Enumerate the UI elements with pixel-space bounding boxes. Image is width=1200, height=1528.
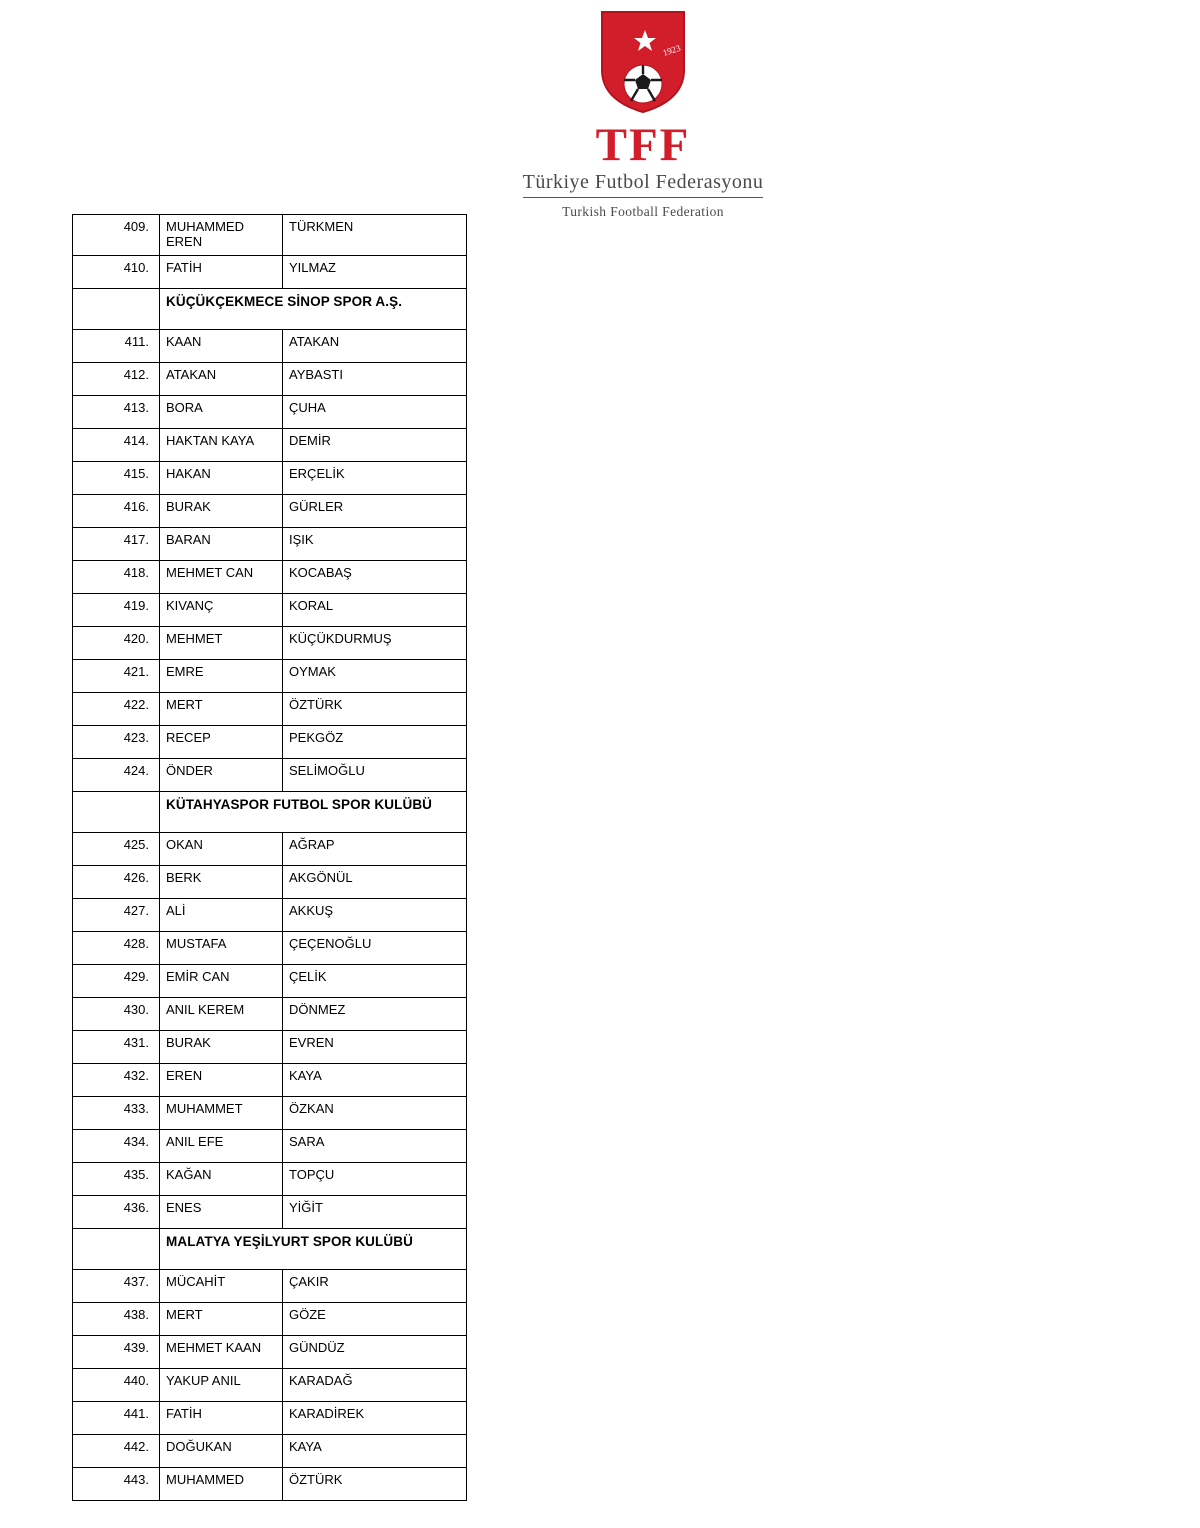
player-first-name: FATİH (160, 255, 283, 288)
player-last-name: ATAKAN (283, 329, 467, 362)
player-first-name: EMRE (160, 659, 283, 692)
table-row (73, 626, 467, 659)
player-first-name: ALİ (160, 898, 283, 931)
table-row (73, 1063, 467, 1096)
table-row (73, 1368, 467, 1401)
player-first-name: KAAN (160, 329, 283, 362)
player-first-name: ÖNDER (160, 758, 283, 791)
player-first-name: YAKUP ANIL (160, 1368, 283, 1401)
row-number: 413. (73, 395, 160, 428)
table-row (73, 1129, 467, 1162)
player-first-name: BORA (160, 395, 283, 428)
row-number: 428. (73, 931, 160, 964)
table-row (73, 865, 467, 898)
table-row (73, 461, 467, 494)
row-number: 411. (73, 329, 160, 362)
table-row (73, 593, 467, 626)
row-number: 435. (73, 1162, 160, 1195)
player-last-name: KARADAĞ (283, 1368, 467, 1401)
club-row-number-cell (73, 288, 160, 329)
player-last-name: TOPÇU (283, 1162, 467, 1195)
player-first-name: MUHAMMED EREN (160, 215, 283, 256)
player-first-name: MEHMET CAN (160, 560, 283, 593)
player-last-name: AYBASTI (283, 362, 467, 395)
row-number: 426. (73, 865, 160, 898)
player-last-name: AKGÖNÜL (283, 865, 467, 898)
row-number: 412. (73, 362, 160, 395)
row-number: 429. (73, 964, 160, 997)
player-first-name: RECEP (160, 725, 283, 758)
club-header-row (73, 1228, 467, 1269)
row-number: 419. (73, 593, 160, 626)
table-row (73, 931, 467, 964)
table-row (73, 362, 467, 395)
player-first-name: EMİR CAN (160, 964, 283, 997)
table-row (73, 1162, 467, 1195)
club-row-number-cell (73, 1228, 160, 1269)
federation-name-en: Turkish Football Federation (562, 204, 724, 219)
club-header-row (73, 791, 467, 832)
player-first-name: MUHAMMET (160, 1096, 283, 1129)
player-first-name: HAKAN (160, 461, 283, 494)
player-first-name: MEHMET KAAN (160, 1335, 283, 1368)
table-row (73, 428, 467, 461)
row-number: 424. (73, 758, 160, 791)
player-last-name: DÖNMEZ (283, 997, 467, 1030)
club-header-row (73, 288, 467, 329)
row-number: 432. (73, 1063, 160, 1096)
player-last-name: KOCABAŞ (283, 560, 467, 593)
player-first-name: ANIL EFE (160, 1129, 283, 1162)
row-number: 425. (73, 832, 160, 865)
player-last-name: GÖZE (283, 1302, 467, 1335)
player-first-name: ANIL KEREM (160, 997, 283, 1030)
player-first-name: MERT (160, 692, 283, 725)
club-row-number-cell (73, 791, 160, 832)
row-number: 410. (73, 255, 160, 288)
row-number: 418. (73, 560, 160, 593)
table-row (73, 659, 467, 692)
player-first-name: HAKTAN KAYA (160, 428, 283, 461)
player-last-name: KAYA (283, 1434, 467, 1467)
player-last-name: ÇAKIR (283, 1269, 467, 1302)
player-list-table (72, 214, 467, 1501)
row-number: 414. (73, 428, 160, 461)
row-number: 431. (73, 1030, 160, 1063)
table-row (73, 527, 467, 560)
row-number: 443. (73, 1467, 160, 1500)
club-name-cell: KÜTAHYASPOR FUTBOL SPOR KULÜBÜ (160, 791, 467, 832)
player-last-name: IŞIK (283, 527, 467, 560)
tff-crest-icon (598, 8, 688, 116)
table-row (73, 1434, 467, 1467)
player-first-name: MEHMET (160, 626, 283, 659)
player-last-name: SELİMOĞLU (283, 758, 467, 791)
table-row (73, 215, 467, 256)
table-row (73, 692, 467, 725)
table-row (73, 1335, 467, 1368)
row-number: 416. (73, 494, 160, 527)
player-last-name: ÇUHA (283, 395, 467, 428)
table-row (73, 395, 467, 428)
player-last-name: GÜRLER (283, 494, 467, 527)
row-number: 436. (73, 1195, 160, 1228)
player-last-name: ÖZTÜRK (283, 1467, 467, 1500)
tff-acronym: TFF (595, 119, 691, 171)
table-row (73, 997, 467, 1030)
player-last-name: EVREN (283, 1030, 467, 1063)
table-row (73, 758, 467, 791)
table-row (73, 964, 467, 997)
table-row (73, 1269, 467, 1302)
row-number: 409. (73, 215, 160, 256)
row-number: 415. (73, 461, 160, 494)
svg-text:1923: 1923 (661, 42, 682, 58)
player-last-name: GÜNDÜZ (283, 1335, 467, 1368)
table-row (73, 832, 467, 865)
row-number: 420. (73, 626, 160, 659)
table-row (73, 560, 467, 593)
player-first-name: DOĞUKAN (160, 1434, 283, 1467)
table-row (73, 1302, 467, 1335)
table-row (73, 329, 467, 362)
player-first-name: MÜCAHİT (160, 1269, 283, 1302)
table-row (73, 1195, 467, 1228)
player-last-name: KORAL (283, 593, 467, 626)
row-number: 433. (73, 1096, 160, 1129)
row-number: 439. (73, 1335, 160, 1368)
federation-logo-block (508, 8, 778, 220)
player-last-name: DEMİR (283, 428, 467, 461)
player-first-name: ENES (160, 1195, 283, 1228)
row-number: 434. (73, 1129, 160, 1162)
player-last-name: YİĞİT (283, 1195, 467, 1228)
player-last-name: SARA (283, 1129, 467, 1162)
player-first-name: EREN (160, 1063, 283, 1096)
row-number: 442. (73, 1434, 160, 1467)
player-last-name: KARADİREK (283, 1401, 467, 1434)
player-first-name: MUSTAFA (160, 931, 283, 964)
row-number: 440. (73, 1368, 160, 1401)
player-first-name: OKAN (160, 832, 283, 865)
row-number: 427. (73, 898, 160, 931)
table-row (73, 1401, 467, 1434)
table-row (73, 1030, 467, 1063)
club-name-cell: KÜÇÜKÇEKMECE SİNOP SPOR A.Ş. (160, 288, 467, 329)
row-number: 437. (73, 1269, 160, 1302)
player-last-name: ÖZTÜRK (283, 692, 467, 725)
player-first-name: MUHAMMED (160, 1467, 283, 1500)
player-last-name: AKKUŞ (283, 898, 467, 931)
federation-name-tr: Türkiye Futbol Federasyonu (523, 171, 764, 198)
player-first-name: BARAN (160, 527, 283, 560)
row-number: 430. (73, 997, 160, 1030)
player-last-name: YILMAZ (283, 255, 467, 288)
player-last-name: KÜÇÜKDURMUŞ (283, 626, 467, 659)
player-last-name: OYMAK (283, 659, 467, 692)
table-row (73, 898, 467, 931)
table-row (73, 494, 467, 527)
player-last-name: PEKGÖZ (283, 725, 467, 758)
player-first-name: BURAK (160, 1030, 283, 1063)
player-first-name: BURAK (160, 494, 283, 527)
player-first-name: ATAKAN (160, 362, 283, 395)
row-number: 421. (73, 659, 160, 692)
player-last-name: ÖZKAN (283, 1096, 467, 1129)
player-last-name: TÜRKMEN (283, 215, 467, 256)
player-first-name: FATİH (160, 1401, 283, 1434)
player-first-name: KAĞAN (160, 1162, 283, 1195)
table-row (73, 725, 467, 758)
row-number: 423. (73, 725, 160, 758)
row-number: 441. (73, 1401, 160, 1434)
row-number: 422. (73, 692, 160, 725)
player-first-name: MERT (160, 1302, 283, 1335)
row-number: 438. (73, 1302, 160, 1335)
player-last-name: KAYA (283, 1063, 467, 1096)
player-last-name: ERÇELİK (283, 461, 467, 494)
player-first-name: KIVANÇ (160, 593, 283, 626)
table-row (73, 1096, 467, 1129)
table-row (73, 255, 467, 288)
player-last-name: ÇEÇENOĞLU (283, 931, 467, 964)
player-list-body (73, 215, 467, 1501)
table-row (73, 1467, 467, 1500)
player-first-name: BERK (160, 865, 283, 898)
club-name-cell: MALATYA YEŞİLYURT SPOR KULÜBÜ (160, 1228, 467, 1269)
player-last-name: ÇELİK (283, 964, 467, 997)
player-last-name: AĞRAP (283, 832, 467, 865)
row-number: 417. (73, 527, 160, 560)
